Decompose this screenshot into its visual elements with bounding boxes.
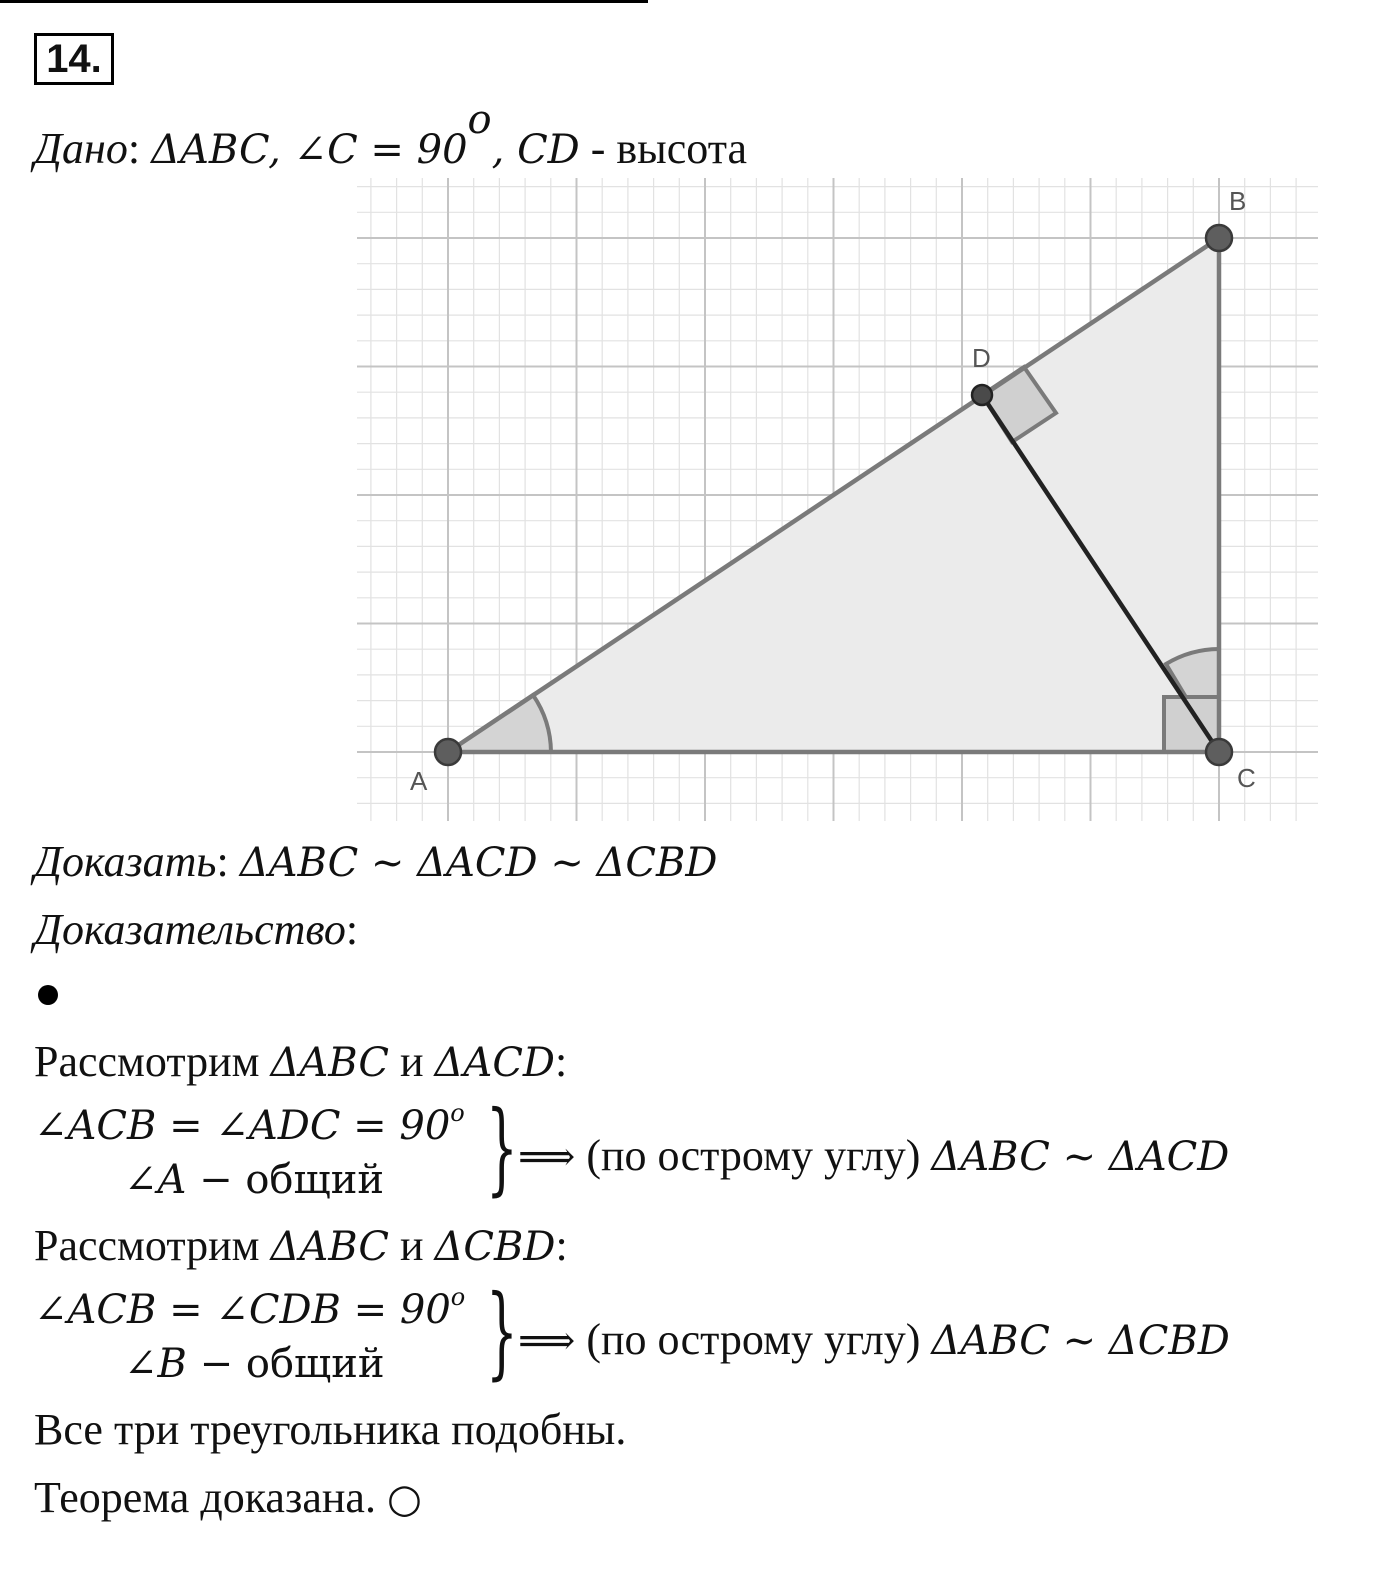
step2-consider bbox=[34, 1221, 568, 1270]
conclusion-line: Все три треугольника подобны. bbox=[34, 1405, 627, 1454]
point-c bbox=[1206, 739, 1232, 765]
step2-result: ΔABC ~ ΔCBD bbox=[931, 1318, 1230, 1364]
step1-row1 bbox=[34, 1099, 465, 1149]
given-colon: : bbox=[127, 124, 141, 173]
step1-triangle-2: ΔACD bbox=[434, 1040, 555, 1086]
step2-row1-formula: ∠ACB = ∠CDB = 90 bbox=[34, 1287, 451, 1333]
step1-row2 bbox=[124, 1157, 385, 1203]
prove-line bbox=[34, 837, 718, 886]
step1-consider-text: Рассмотрим bbox=[34, 1037, 271, 1086]
point-a bbox=[435, 739, 461, 765]
given-formula: ΔABC, ∠C = 90 bbox=[151, 127, 468, 173]
label-c: C bbox=[1237, 763, 1256, 793]
step2-row2-angle: ∠B bbox=[124, 1341, 187, 1387]
step2-row2-text: − общий bbox=[186, 1341, 385, 1387]
step2-triangle-1: ΔABC bbox=[270, 1224, 389, 1270]
step1-row1-degree: o bbox=[450, 1099, 465, 1127]
label-b: B bbox=[1229, 186, 1247, 216]
step2-row1-degree: o bbox=[450, 1283, 466, 1311]
step1-implies-arrow: ⟹ bbox=[518, 1134, 576, 1180]
step2-consider-text: Рассмотрим bbox=[34, 1221, 271, 1270]
given-formula-tail: , CD bbox=[491, 127, 580, 173]
prove-formula: ΔABC ~ ΔACD ~ ΔCBD bbox=[239, 840, 718, 886]
end-mark: ○ bbox=[386, 1476, 422, 1522]
proof-label: Доказательство bbox=[34, 905, 346, 954]
proof-label-line bbox=[34, 905, 359, 954]
step2-conclusion bbox=[518, 1315, 1230, 1364]
step1-result: ΔABC ~ ΔACD bbox=[931, 1134, 1230, 1180]
point-b bbox=[1206, 225, 1232, 251]
end-text: Теорема доказана. bbox=[34, 1473, 376, 1522]
prove-label: Доказать bbox=[34, 837, 217, 886]
given-text: - высота bbox=[579, 124, 747, 173]
label-a: A bbox=[410, 766, 428, 796]
problem-number: 14. bbox=[34, 33, 114, 85]
step1-and: и bbox=[389, 1037, 435, 1086]
step1-colon: : bbox=[555, 1037, 568, 1086]
bullet-point bbox=[38, 985, 58, 1005]
step1-triangle-1: ΔABC bbox=[270, 1040, 389, 1086]
proof-colon: : bbox=[345, 905, 359, 954]
step2-row2 bbox=[124, 1341, 385, 1387]
step1-row2-angle: ∠A bbox=[124, 1157, 187, 1203]
step1-consider bbox=[34, 1037, 568, 1086]
step1-conclusion bbox=[518, 1131, 1230, 1180]
step1-row1-formula: ∠ACB = ∠ADC = 90 bbox=[34, 1103, 451, 1149]
step2-reason: (по острому углу) bbox=[575, 1315, 932, 1364]
step2-implies-arrow: ⟹ bbox=[518, 1318, 576, 1364]
step2-brace: } bbox=[486, 1273, 518, 1390]
step1-row2-text: − общий bbox=[186, 1157, 385, 1203]
step1-brace: } bbox=[486, 1089, 518, 1206]
step2-row1 bbox=[34, 1283, 466, 1333]
step2-triangle-2: ΔCBD bbox=[434, 1224, 556, 1270]
given-label: Дано bbox=[34, 124, 128, 173]
given-degree: o bbox=[467, 97, 492, 143]
point-d bbox=[972, 385, 992, 405]
end-line bbox=[34, 1473, 422, 1522]
step2-and: и bbox=[389, 1221, 435, 1270]
step1-reason: (по острому углу) bbox=[575, 1131, 932, 1180]
step2-colon: : bbox=[555, 1221, 568, 1270]
prove-colon: : bbox=[216, 837, 229, 886]
label-d: D bbox=[972, 343, 991, 373]
